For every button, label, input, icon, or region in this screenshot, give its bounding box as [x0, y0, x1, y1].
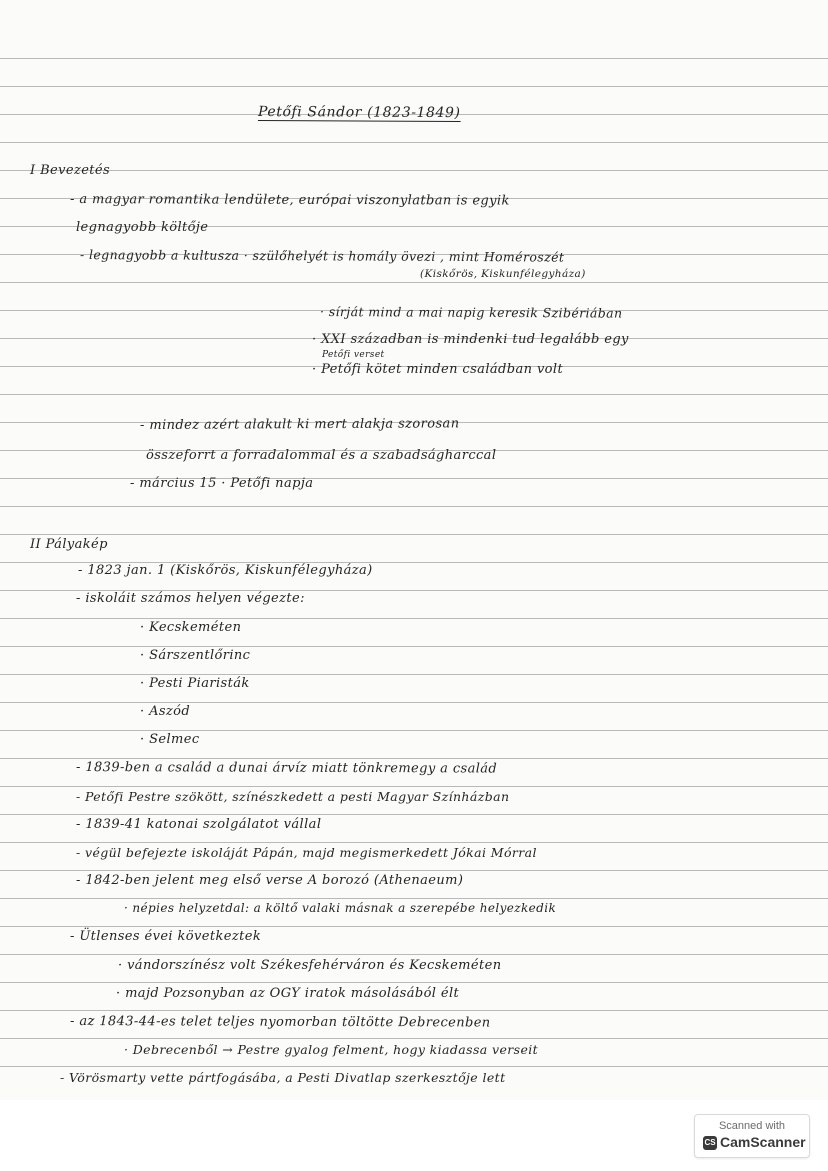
- ruled-line: [0, 814, 828, 815]
- ruled-line: [0, 1066, 828, 1067]
- note-line: - 1842-ben jelent meg első verse A borozó (Athenaeum): [76, 873, 464, 888]
- ruled-line: [0, 758, 828, 759]
- ruled-line: [0, 1010, 828, 1011]
- page-title: Petőfi Sándor (1823-1849): [257, 104, 461, 122]
- ruled-line: [0, 618, 828, 619]
- ruled-line: [0, 786, 828, 787]
- ruled-line: [0, 506, 828, 507]
- note-line: · XXI században is mindenki tud legalább egy: [312, 332, 629, 347]
- note-line: - 1823 jan. 1 (Kiskőrös, Kiskunfélegyháza): [78, 563, 373, 578]
- note-line: · Selmec: [140, 732, 200, 747]
- note-line: · majd Pozsonyban az OGY iratok másolásából élt: [116, 986, 460, 1001]
- ruled-line: [0, 982, 828, 983]
- ruled-line: [0, 870, 828, 871]
- note-line: · Sárszentlőrinc: [140, 648, 251, 663]
- note-line: · Petőfi kötet minden családban volt: [312, 362, 564, 377]
- ruled-line: [0, 142, 828, 143]
- section-heading-introduction: I Bevezetés: [30, 163, 111, 178]
- note-line: · Debrecenből → Pestre gyalog felment, hogy kiadassa verseit: [124, 1042, 539, 1057]
- note-line: - Petőfi Pestre szökött, színészkedett a pesti Magyar Színházban: [76, 789, 510, 804]
- note-line: - 1839-ben a család a dunai árvíz miatt tönkremegy a család: [75, 760, 498, 777]
- ruled-line: [0, 478, 828, 479]
- note-line: - Vörösmarty vette pártfogásába, a Pesti Divatlap szerkesztője lett: [60, 1070, 506, 1085]
- ruled-line: [0, 394, 828, 395]
- ruled-line: [0, 534, 828, 535]
- watermark-caption: Scanned with: [718, 1120, 786, 1132]
- ruled-line: [0, 86, 828, 87]
- ruled-line: [0, 926, 828, 927]
- note-line: - legnagyobb a kultusza · szülőhelyét is homály övezi , mint Homéroszét: [79, 247, 565, 265]
- scanner-watermark: [694, 1114, 810, 1158]
- watermark-brand: CamScanner: [720, 1134, 806, 1150]
- note-line: (Kiskőrös, Kiskunfélegyháza): [420, 268, 586, 280]
- ruled-line: [0, 954, 828, 955]
- note-line: - március 15 · Petőfi napja: [130, 476, 314, 491]
- note-line: - Ütlenses évei következtek: [70, 929, 262, 944]
- note-line: - az 1843-44-es telet teljes nyomorban töltötte Debrecenben: [69, 1014, 491, 1031]
- note-line: - a magyar romantika lendülete, európai viszonylatban is egyik: [69, 192, 510, 209]
- note-line: · Aszód: [140, 704, 191, 719]
- note-line: összeforrt a forradalommal és a szabadságharccal: [146, 448, 497, 463]
- ruled-line: [0, 1038, 828, 1039]
- ruled-line: [0, 58, 828, 59]
- ruled-line: [0, 730, 828, 731]
- note-line: - végül befejezte iskoláját Pápán, majd megismerkedett Jókai Mórral: [76, 845, 537, 860]
- note-line: · Kecskeméten: [140, 620, 242, 635]
- ruled-line: [0, 170, 828, 171]
- ruled-line: [0, 702, 828, 703]
- ruled-line: [0, 842, 828, 843]
- note-line: Petőfi verset: [322, 350, 385, 360]
- note-line: - 1839-41 katonai szolgálatot vállal: [76, 817, 322, 832]
- note-line: - mindez azért alakult ki mert alakja szorosan: [139, 416, 460, 433]
- ruled-line: [0, 674, 828, 675]
- ruled-line: [0, 282, 828, 283]
- section-heading-career: II Pályakép: [30, 537, 108, 552]
- note-line: · Pesti Piaristák: [140, 676, 250, 691]
- note-line: legnagyobb költője: [76, 220, 209, 235]
- note-line: · vándorszínész volt Székesfehérváron és Kecskeméten: [118, 958, 502, 973]
- camscanner-logo-icon: CS: [703, 1136, 717, 1150]
- ruled-line: [0, 646, 828, 647]
- note-line: · népies helyzetdal: a költő valaki másnak a szerepébe helyezkedik: [124, 901, 557, 915]
- ruled-line: [0, 898, 828, 899]
- note-line: - iskoláit számos helyen végezte:: [76, 591, 305, 606]
- note-line: · sírját mind a mai napig keresik Szibériában: [319, 304, 623, 321]
